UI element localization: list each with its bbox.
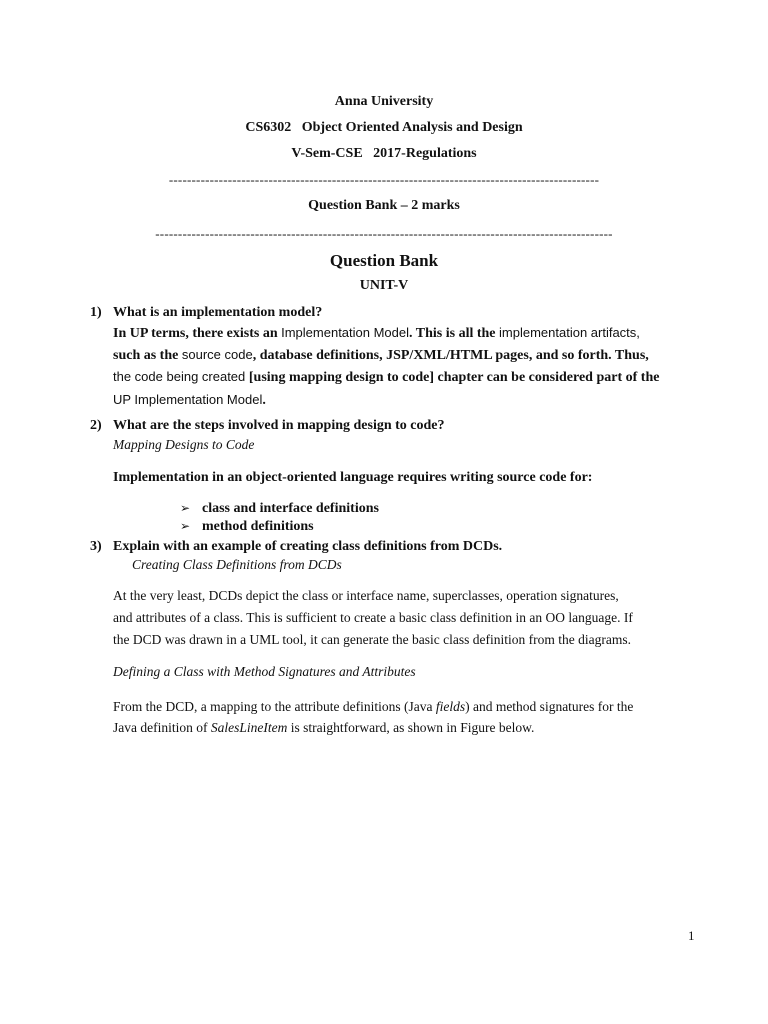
course-title: CS6302 Object Oriented Analysis and Design bbox=[245, 120, 523, 135]
paragraph: Implementation in an object-oriented language requires writing source code for: bbox=[113, 470, 593, 485]
answer-line: In UP terms, there exists an Implementation Model. This is all the implementation artifacts, bbox=[113, 325, 640, 341]
answer-line: the code being created [using mapping design to code] chapter can be considered part of the bbox=[113, 369, 660, 386]
question-text: What are the steps involved in mapping design to code? bbox=[113, 418, 445, 433]
separator-line: ----------------------------------------------------------------------------------------------------- bbox=[155, 226, 613, 241]
question-number: 3) bbox=[90, 539, 102, 554]
section-title: Question Bank bbox=[329, 251, 439, 270]
paragraph-line: the DCD was drawn in a UML tool, it can generate the basic class definition from the diagrams. bbox=[113, 632, 631, 647]
question-text: What is an implementation model? bbox=[113, 305, 323, 320]
paragraph-line: Java definition of SalesLineItem is straightforward, as shown in Figure below. bbox=[113, 720, 535, 735]
paragraph-line: From the DCD, a mapping to the attribute definitions (Java fields) and method signatures for the bbox=[113, 699, 634, 714]
document-subtitle: Question Bank – 2 marks bbox=[308, 198, 460, 213]
separator-line: ----------------------------------------------------------------------------------------------- bbox=[168, 172, 600, 187]
question-number: 1) bbox=[90, 305, 102, 320]
page-number: 1 bbox=[688, 928, 695, 943]
section-subheading: Defining a Class with Method Signatures and Attributes bbox=[113, 664, 416, 679]
unit-label: UNIT-V bbox=[359, 278, 409, 293]
paragraph-line: and attributes of a class. This is sufficient to create a basic class definition in an OO language. If bbox=[113, 610, 633, 625]
answer-line: UP Implementation Model. bbox=[113, 391, 266, 408]
section-subheading: Mapping Designs to Code bbox=[113, 437, 255, 452]
arrow-bullet-icon: ➢ bbox=[180, 519, 191, 533]
paragraph-line: At the very least, DCDs depict the class or interface name, superclasses, operation signatures, bbox=[113, 588, 619, 603]
section-subheading: Creating Class Definitions from DCDs bbox=[132, 557, 342, 572]
bullet-item: ➢ class and interface definitions bbox=[180, 501, 379, 516]
question-text: Explain with an example of creating class definitions from DCDs. bbox=[113, 539, 503, 554]
bullet-item: ➢ method definitions bbox=[180, 519, 314, 534]
arrow-bullet-icon: ➢ bbox=[180, 501, 191, 515]
answer-1 bbox=[113, 322, 713, 411]
university-name: Anna University bbox=[334, 94, 434, 109]
question-number: 2) bbox=[90, 418, 102, 433]
answer-line: such as the source code, database definitions, JSP/XML/HTML pages, and so forth. Thus, bbox=[113, 347, 649, 364]
semester-info: V-Sem-CSE 2017-Regulations bbox=[291, 146, 477, 161]
